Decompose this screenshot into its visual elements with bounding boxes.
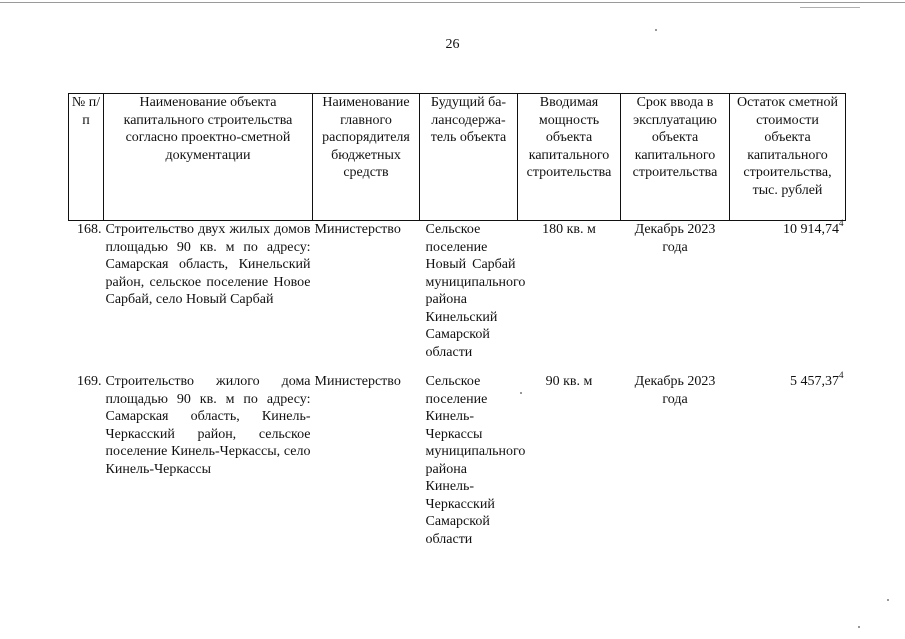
- scan-speck: [858, 626, 860, 628]
- remaining-cost-cell: [730, 370, 846, 548]
- header-budget-administrator: Наименование главного распорядителя бюджетных средств: [313, 94, 420, 221]
- footnote-mark: 4: [839, 370, 844, 381]
- table-row: [69, 373, 846, 548]
- administrator-cell: Министерство: [314, 374, 401, 389]
- row-number: 169.: [77, 374, 102, 389]
- header-commissioning-term: Срок ввода в эксплуатацию объекта капитального строительства: [621, 94, 730, 221]
- term-cell: Декабрь 2023 года: [634, 374, 716, 407]
- holder-cell: Сельское поселение Кинель-Черкассы муниципального района Кинель-Черкасский Самарской области: [425, 374, 526, 547]
- capacity-cell: 90 кв. м: [545, 374, 593, 389]
- term-cell: Декабрь 2023 года: [634, 222, 716, 255]
- holder-cell: Сельское поселение Новый Сарбай муниципального района Кинельский Самарской области: [425, 222, 526, 360]
- footnote-mark: 4: [839, 218, 844, 229]
- scan-speck: [655, 29, 657, 31]
- top-dash-mark: [800, 7, 860, 8]
- remaining-cost-value: 10 914,74: [783, 222, 839, 237]
- header-future-holder: Будущий ба-лансодержа-тель объекта: [420, 94, 518, 221]
- scan-speck: [887, 599, 889, 601]
- scan-speck: [520, 392, 522, 394]
- remaining-cost-cell: [730, 218, 846, 374]
- objects-table: [68, 93, 846, 548]
- header-number: № п/п: [69, 94, 104, 221]
- object-name-cell: Строительство жилого дома площадью 90 кв. м по адресу: Самарская область, Кинель-Черкасский район, сельское поселение Кинель-Черкассы, село Кинель-Черкассы: [105, 374, 311, 477]
- table-row: [69, 221, 846, 374]
- header-object-name: Наименование объекта капитального строительства согласно проектно-сметной документации: [104, 94, 313, 221]
- administrator-cell: Министерство: [314, 222, 401, 237]
- page-number: 26: [445, 37, 460, 52]
- header-remaining-cost: Остаток сметной стоимости объекта капитального строительства, тыс. рублей: [730, 94, 846, 221]
- top-border-line: [0, 2, 905, 3]
- row-number: 168.: [77, 222, 102, 237]
- capacity-cell: 180 кв. м: [542, 222, 596, 237]
- header-capacity: Вводимая мощность объекта капитального строительства: [518, 94, 621, 221]
- remaining-cost-value: 5 457,37: [790, 374, 839, 389]
- table-header-row: [69, 94, 846, 221]
- object-name-cell: Строительство двух жилых домов площадью 90 кв. м по адресу: Самарская область, Кинельский район, сельское поселение Новое Сарбай, село Новый Сарбай: [105, 222, 311, 307]
